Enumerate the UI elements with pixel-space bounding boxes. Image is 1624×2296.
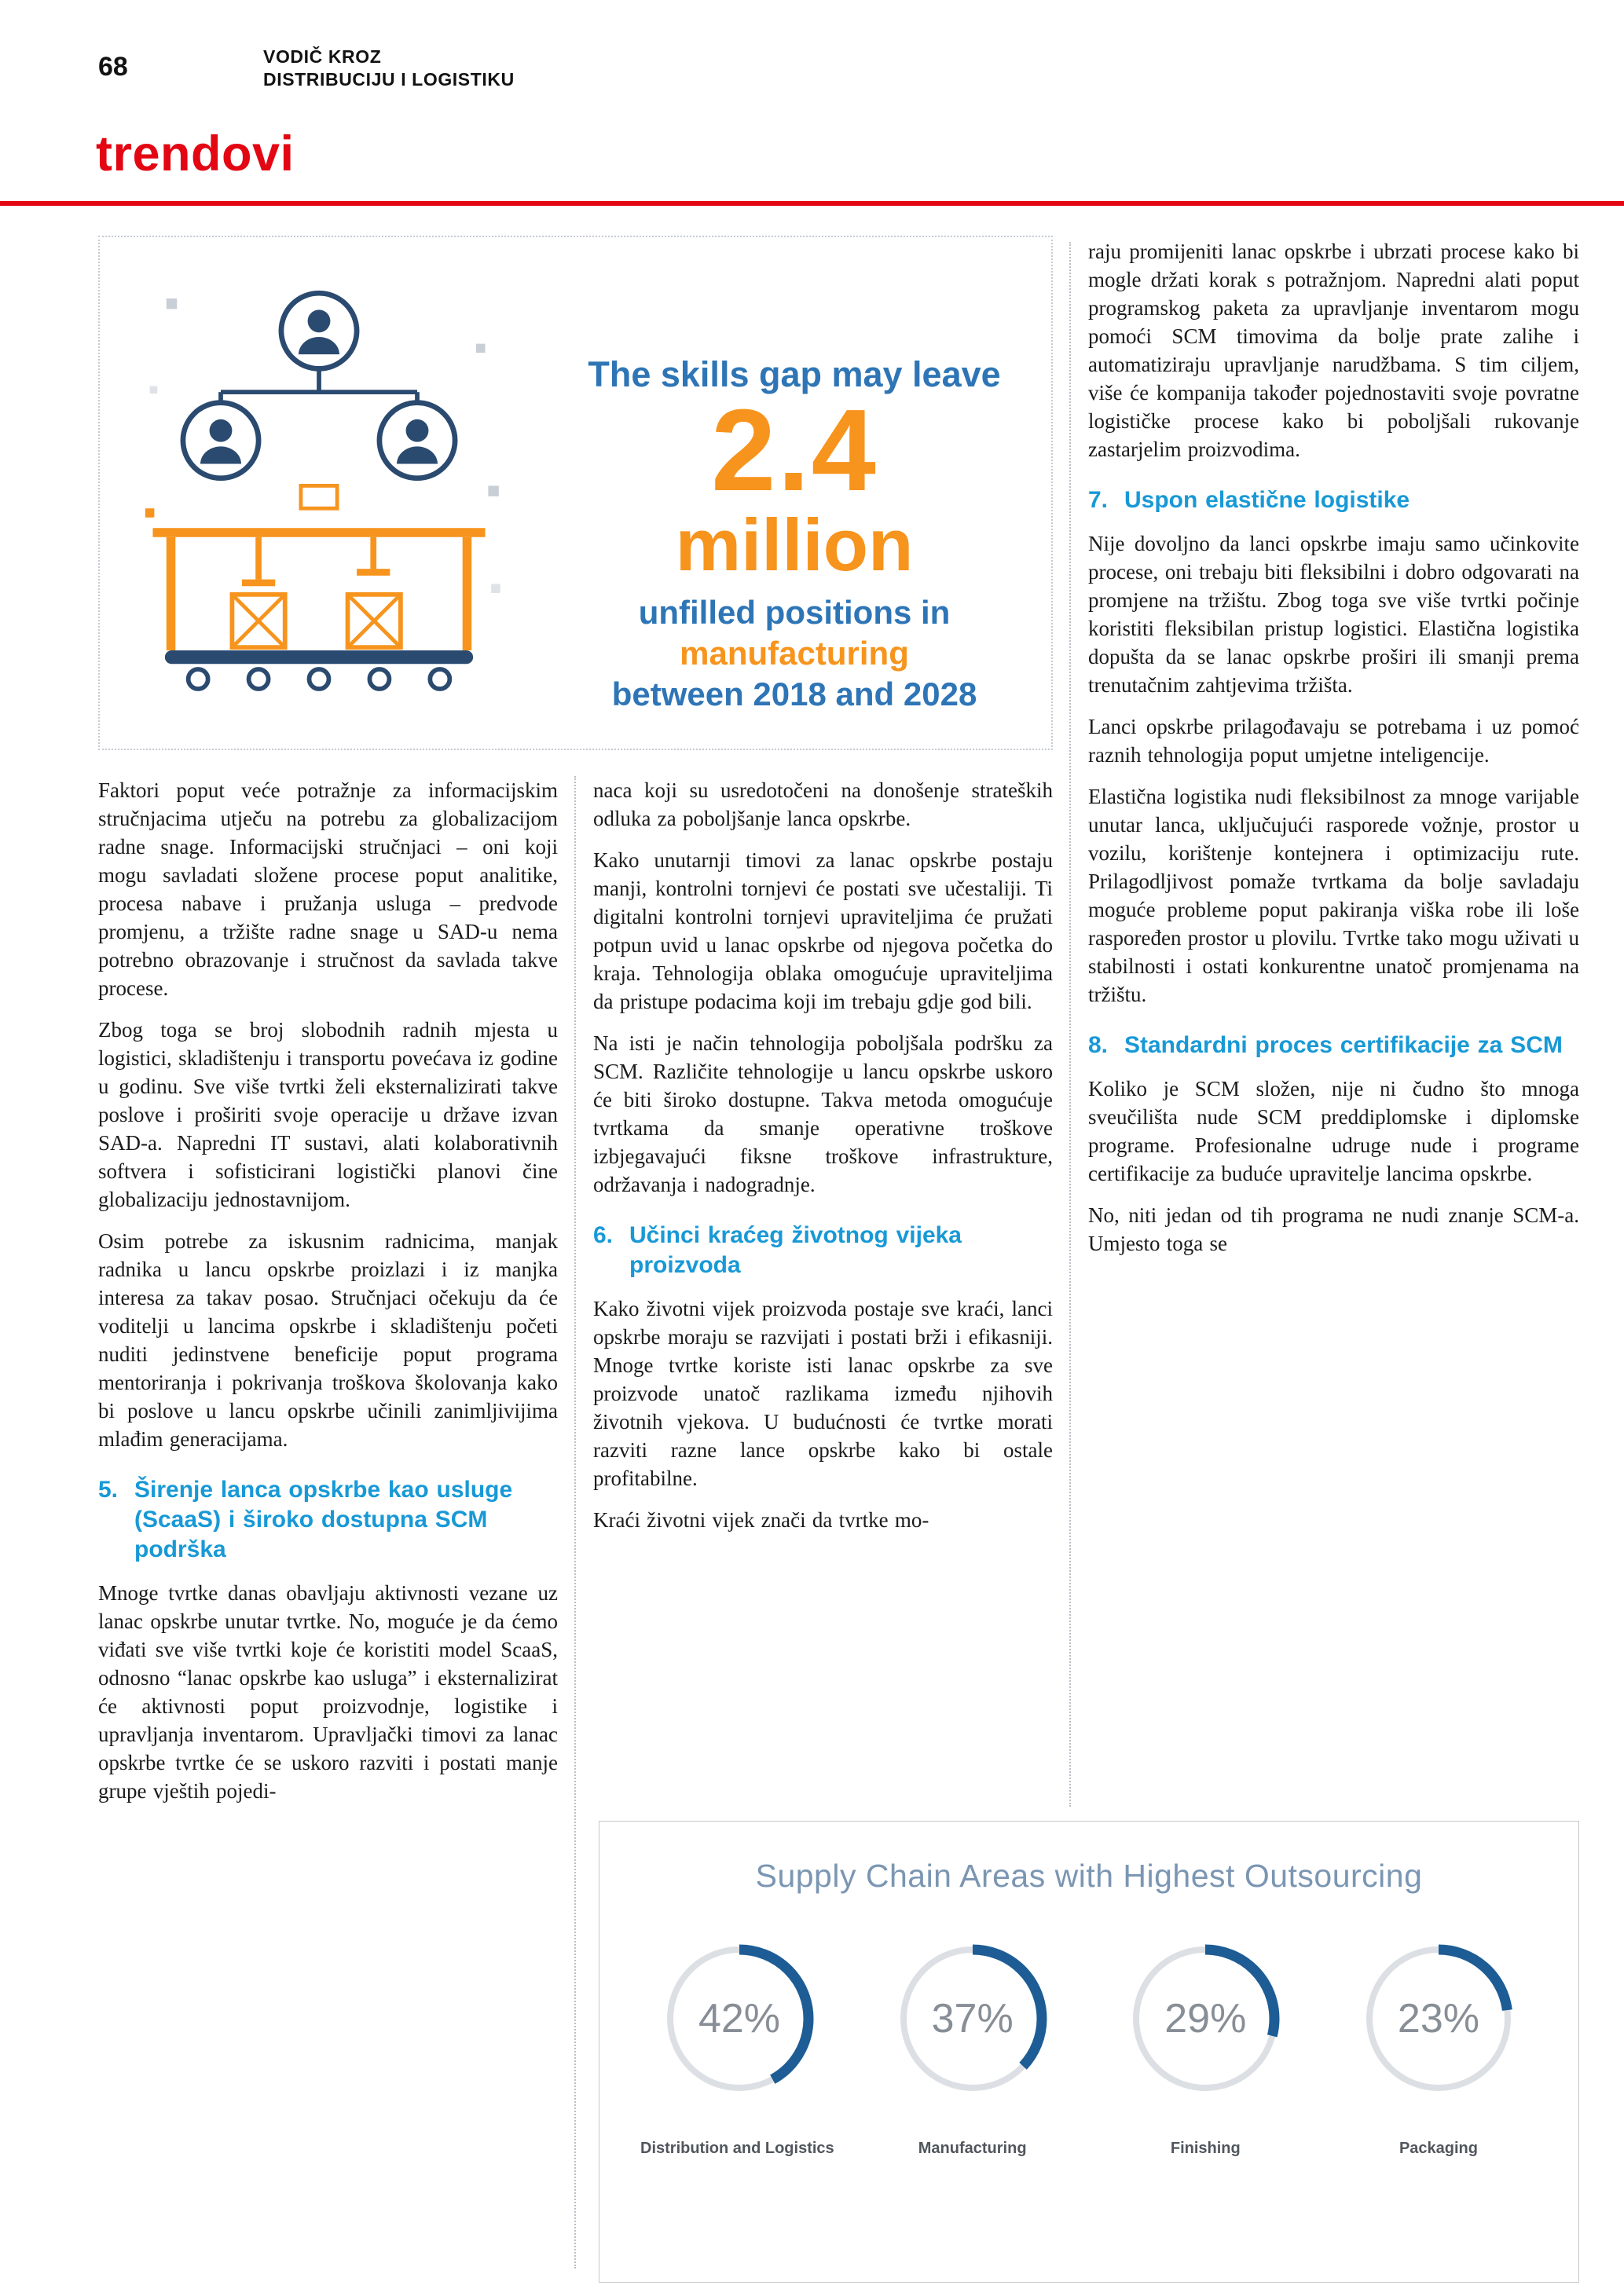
- gauge-value: 42%: [698, 1996, 781, 2041]
- outsourcing-gauges: [599, 1935, 1578, 2159]
- text-column-2: [593, 776, 1053, 1547]
- gauge-value: 29%: [1164, 1996, 1247, 2041]
- paragraph: Faktori poput veće potražnje za informacijskim stručnjacima utječu na potrebu za globalizacijom radne snage. Informacijski stručnjaci – oni koji mogu savladati složene procese poput analitike, procesa nabave i pružanja usluga – predvode promjenu, a tržište radne snage u SAD-u nema potrebno obrazovanje i stručnost da savlada takve procese.: [98, 778, 558, 1000]
- paragraph: Kraći životni vijek znači da tvrtke mo-: [593, 1508, 929, 1532]
- section-heading-6: [593, 1221, 1053, 1280]
- paragraph: Zbog toga se broj slobodnih radnih mjesta u logistici, skladištenju i transportu povećava iz godine u godinu. Sve više tvrtki želi eksternalizirati takve poslove i proširiti svoje operacije u države izvan SAD-a. Napredni IT sustavi, alati kolaborativnih softvera i sofisticirani logistički planovi čine globalizaciju jednostavnijom.: [98, 1018, 558, 1211]
- infographic-intro-line: The skills gap may leave: [588, 354, 1001, 394]
- red-divider-rule: [0, 201, 1624, 206]
- column-divider-2: [1069, 242, 1071, 1807]
- outsourcing-chart: [599, 1821, 1579, 2283]
- section-heading-5: [98, 1475, 558, 1565]
- gauge-label: Packaging: [1399, 2140, 1478, 2157]
- page-number: 68: [98, 52, 128, 82]
- paragraph: Nije dovoljno da lanci opskrbe imaju samo učinkovite procese, oni trebaju biti fleksibilni i dobro odgovarati na promjene na tržištu. Zbog toga sve više tvrtki počinje koristiti fleksibilan pristup logistici. Elastična logistika dopušta da se lanac opskrbe proširi ili smanji prema trenutačnim zahtjevima tržišta.: [1088, 532, 1579, 697]
- section-number: 5.: [98, 1477, 119, 1503]
- paragraph: Osim potrebe za iskusnim radnicima, manjak radnika u lancu opskrbe proizlazi i iz manjka interesa za takav posao. Stručnjaci očekuju da će voditelji u lancima opskrbe i skladištenju početi nuditi jedinstvene beneficije poput programa mentoriranja i pokrivanja troškova školovanja kako bi poslove u lancu opskrbe učinili zanimljivijima mlađim generacijama.: [98, 1229, 558, 1451]
- paragraph: Kako unutarnji timovi za lanac opskrbe postaju manji, kontrolni tornjevi će postati sve učestaliji. Ti digitalni kontrolni tornjevi upraviteljima će pružati potpun uvid u lanac opskrbe od njegova početka do kraja. Tehnologija oblaka omogućuje upraviteljima da pristupe podacima koji im trebaju gdje god bili.: [593, 848, 1053, 1013]
- gauge-ring-icon: [889, 1935, 1056, 2102]
- section-heading-text: Standardni proces certifikacije za SCM: [1124, 1032, 1563, 1058]
- paragraph: No, niti jedan od tih programa ne nudi znanje SCM-a. Umjesto toga se: [1088, 1203, 1579, 1255]
- paragraph: naca koji su usredotočeni na donošenje strateških odluka za poboljšanje lanca opskrbe.: [593, 778, 1053, 830]
- kicker-line-1: VODIČ KROZ: [263, 46, 382, 67]
- paragraph: Koliko je SCM složen, nije ni čudno što mnoga sveučilišta nude SCM preddiplomske i diplomske programe. Profesionalne udruge nude i programe certifikacije za buduće upravitelje lancima opskrbe.: [1088, 1077, 1579, 1185]
- section-number: 8.: [1088, 1032, 1109, 1058]
- section-heading-text: Širenje lanca opskrbe kao usluge (ScaaS) i široko dostupna SCM podrška: [134, 1477, 513, 1562]
- paragraph: Elastična logistika nudi fleksibilnost za mnoge varijable unutar lanca, uključujući rasporede vožnje, prostor u vozilu, korištenje kontejnera i optimizaciju rute. Prilagodljivost pomaže tvrtkama da bolje savladaju moguće probleme poput pakiranja viška robe ili loše raspoređen prostor u plovilu. Tvrtke tako mogu uživati u stabilnosti i ostati konkurentne unatoč promjenama na tržištu.: [1088, 785, 1579, 1006]
- gauge-value: 23%: [1397, 1996, 1479, 2041]
- column-divider-1: [574, 776, 576, 2269]
- factory-workers-illustration-icon: [100, 237, 537, 749]
- section-heading-8: [1088, 1031, 1579, 1060]
- section-heading-text: Učinci kraćeg životnog vijeka proizvoda: [629, 1222, 962, 1278]
- infographic-million-word: million: [675, 504, 914, 586]
- section-number: 7.: [1088, 487, 1109, 513]
- publication-kicker: [263, 46, 515, 91]
- gauge-label: Finishing: [1170, 2140, 1241, 2157]
- infographic-line-manufacturing: manufacturing: [680, 635, 909, 672]
- gauge-label: Manufacturing: [918, 2140, 1027, 2157]
- gauge-value: 37%: [931, 1996, 1014, 2041]
- skills-gap-infographic: [98, 236, 1053, 750]
- infographic-line-unfilled: unfilled positions in: [638, 594, 951, 631]
- gauge-ring-icon: [656, 1935, 823, 2102]
- chart-title: Supply Chain Areas with Highest Outsourcing: [755, 1858, 1423, 1894]
- paragraph: raju promijeniti lanac opskrbe i ubrzati procese kako bi mogle držati korak s potražnjom. Napredni alati poput programskog paketa za upravljanje inventarom mogu pomoći SCM timovima da bolje prate zalihe i automatiziraju upravljanje narudžbama. S tim ciljem, više će kompanija također pojednostaviti svoje povratne logističke procese kako bi poboljšali rukovanje zastarjelim proizvodima.: [1088, 240, 1579, 461]
- skills-gap-text: [537, 237, 1051, 749]
- gauge-label: Distribution and Logistics: [640, 2140, 834, 2157]
- text-column-3: [1088, 237, 1579, 1271]
- outsourcing-gauge: [640, 1935, 838, 2159]
- paragraph: Na isti je način tehnologija poboljšala podršku za SCM. Različite tehnologije u lancu opskrbe uskoro će biti široko dostupne. Takva metoda omogućuje tvrtkama da smanje operativne troškove izbjegavajući fiksne troškove infrastrukture, održavanja i nadogradnje.: [593, 1031, 1053, 1196]
- section-heading-text: Uspon elastične logistike: [1124, 487, 1410, 513]
- outsourcing-gauge: [874, 1935, 1072, 2159]
- outsourcing-gauge: [1340, 1935, 1538, 2159]
- paragraph: Lanci opskrbe prilagođavaju se potrebama i uz pomoć raznih tehnologija poput umjetne inteligencije.: [1088, 715, 1579, 767]
- outsourcing-gauge: [1106, 1935, 1304, 2159]
- infographic-line-years: between 2018 and 2028: [611, 676, 977, 712]
- page-title: trendovi: [96, 126, 295, 181]
- paragraph: Mnoge tvrtke danas obavljaju aktivnosti vezane uz lanac opskrbe unutar tvrtke. No, moguće je da ćemo viđati sve više tvrtki koje će koristiti model ScaaS, odnosno “lanac opskrbe kao usluga” i eksternalizirat će aktivnosti poput proizvodnje, logistike i upravljanja inventarom. Upravljački timovi za lanac opskrbe tvrtke će se uskoro razviti i postati manje grupe vještih pojedi-: [98, 1581, 558, 1803]
- section-heading-7: [1088, 485, 1579, 515]
- gauge-ring-icon: [1122, 1935, 1289, 2102]
- infographic-big-number: 2.4: [711, 386, 878, 515]
- paragraph: Kako životni vijek proizvoda postaje sve kraći, lanci opskrbe moraju se razvijati i postati brži i efikasniji. Mnoge tvrtke koriste isti lanac opskrbe za sve proizvode unatoč razlikama između njihovih životnih vjekova. U budućnosti će tvrtke morati razviti razne lance opskrbe kako bi ostale profitabilne.: [593, 1297, 1053, 1490]
- section-number: 6.: [593, 1222, 614, 1248]
- kicker-line-2: DISTRIBUCIJU I LOGISTIKU: [263, 69, 515, 90]
- text-column-1: [98, 776, 558, 1818]
- gauge-ring-icon: [1355, 1935, 1522, 2102]
